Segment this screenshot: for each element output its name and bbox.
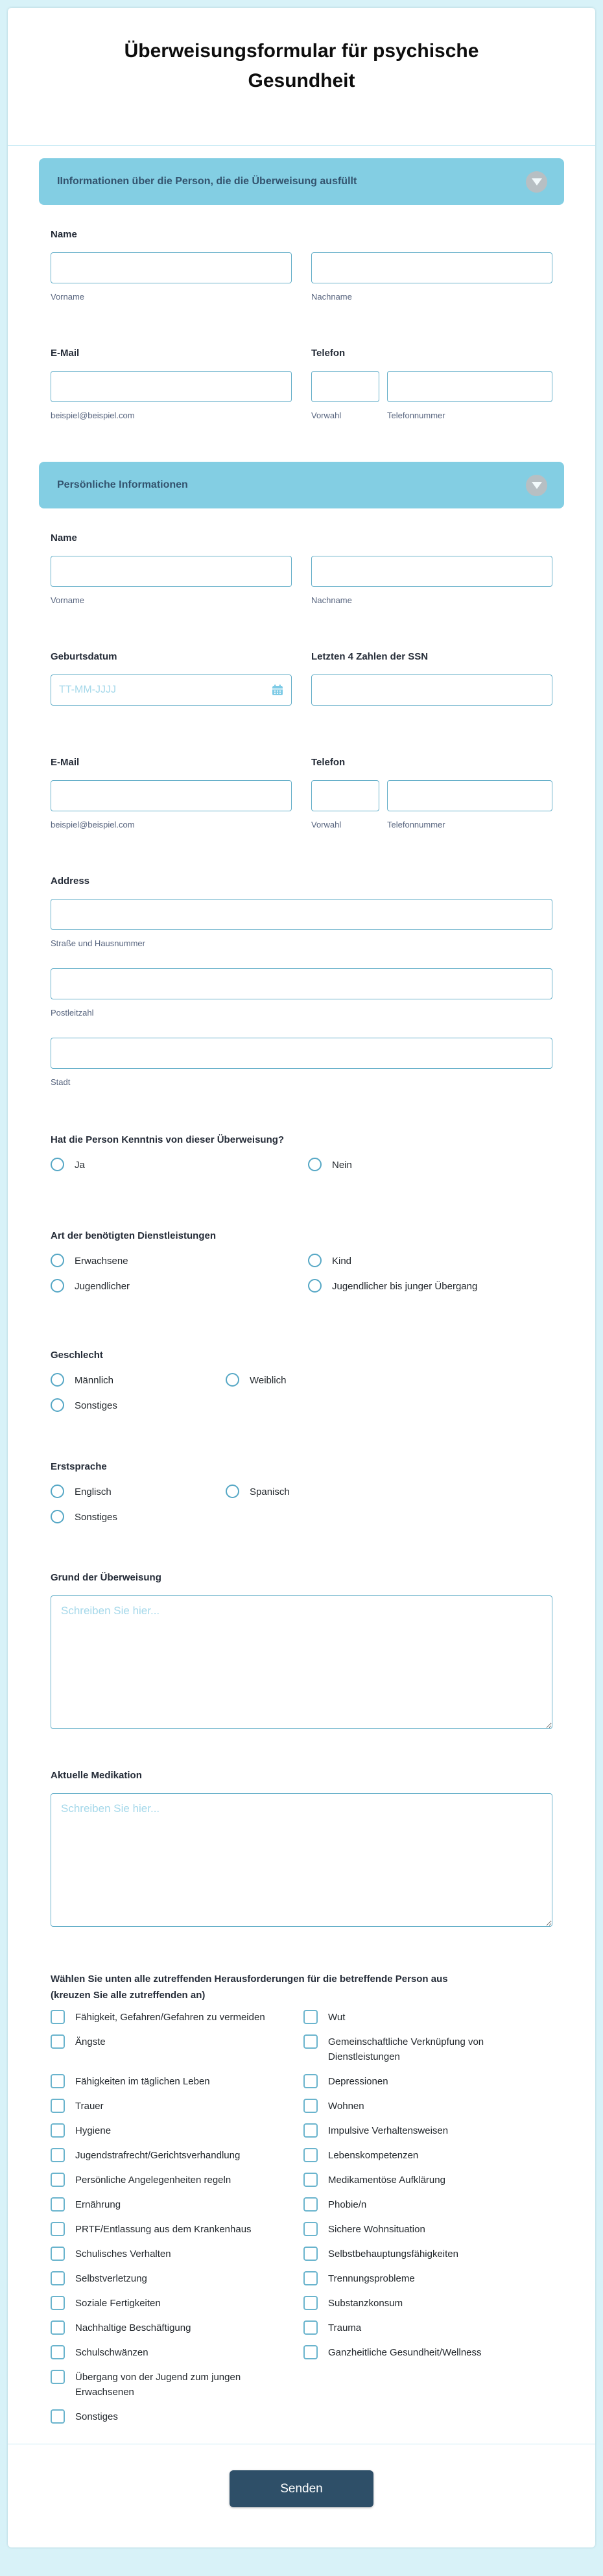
checkbox-icon[interactable] [51, 2409, 65, 2424]
radio-icon[interactable] [51, 1158, 64, 1171]
question-language [51, 1461, 552, 1525]
radio-icon[interactable] [51, 1373, 64, 1387]
ssn-input[interactable] [311, 674, 552, 706]
checkbox-option-label: Gemeinschaftliche Verknüpfung von Dienstleistungen [328, 2036, 484, 2062]
radio-option-label: Spanisch [250, 1486, 290, 1497]
radio-icon[interactable] [226, 1373, 239, 1387]
checkbox-option[interactable] [303, 2034, 552, 2064]
radio-option-label: Jugendlicher bis junger Übergang [332, 1281, 478, 1292]
chevron-down-circle-icon[interactable] [526, 475, 547, 496]
referrer-name-label: Name [51, 229, 77, 240]
radio-icon[interactable] [51, 1510, 64, 1523]
checkbox-option[interactable] [303, 2222, 552, 2237]
checkbox-icon[interactable] [51, 2173, 65, 2187]
radio-icon[interactable] [51, 1254, 64, 1267]
checkbox-option-label: Wohnen [328, 2101, 364, 2112]
language-radio-group [51, 1485, 552, 1525]
checkbox-icon[interactable] [51, 2296, 65, 2310]
challenges-checkbox-group [51, 2010, 552, 2424]
radio-icon[interactable] [308, 1158, 322, 1171]
submit-button[interactable]: Senden [230, 2470, 373, 2507]
radio-option[interactable] [308, 1158, 552, 1173]
radio-option[interactable] [51, 1279, 308, 1294]
checkbox-option-label: Lebenskompetenzen [328, 2150, 419, 2161]
question-awareness [51, 1134, 552, 1173]
question-services [51, 1230, 552, 1294]
checkbox-option-label: Nachhaltige Beschäftigung [75, 2322, 191, 2333]
radio-icon[interactable] [51, 1485, 64, 1498]
checkbox-icon[interactable] [303, 2320, 318, 2335]
title-divider [8, 145, 595, 146]
checkbox-icon[interactable] [303, 2173, 318, 2187]
field-group-referrer-contact [51, 347, 552, 420]
radio-option-label: Weiblich [250, 1375, 287, 1386]
radio-option[interactable] [51, 1158, 308, 1173]
checkbox-icon[interactable] [51, 2034, 65, 2049]
checkbox-option[interactable] [51, 2370, 303, 2400]
radio-option-label: Kind [332, 1256, 352, 1267]
radio-option[interactable] [51, 1373, 226, 1388]
checkbox-icon[interactable] [303, 2010, 318, 2024]
checkbox-option[interactable] [303, 2247, 552, 2261]
checkbox-icon[interactable] [51, 2247, 65, 2261]
checkbox-option-label: Fähigkeit, Gefahren/Gefahren zu vermeiden [75, 2012, 265, 2023]
radio-icon[interactable] [51, 1279, 64, 1293]
checkbox-option[interactable] [303, 2197, 552, 2212]
checkbox-option[interactable] [51, 2345, 303, 2360]
language-label: Erstsprache [51, 1461, 107, 1472]
section-header-personal-label: Persönliche Informationen [57, 479, 188, 490]
referrer-email-sublabel: beispiel@beispiel.com [51, 411, 135, 420]
section-personal-fields [51, 532, 552, 2424]
reason-textarea[interactable] [51, 1595, 552, 1729]
checkbox-icon[interactable] [303, 2296, 318, 2310]
checkbox-icon[interactable] [303, 2034, 318, 2049]
checkbox-option[interactable] [303, 2123, 552, 2138]
radio-icon[interactable] [308, 1254, 322, 1267]
radio-option-label: Ja [75, 1160, 85, 1171]
section-header-referrer-label: IInformationen über die Person, die die Überweisung ausfüllt [57, 176, 357, 187]
field-group-birthdate-ssn [51, 650, 552, 706]
field-group-address [51, 875, 552, 1087]
checkbox-icon[interactable] [51, 2345, 65, 2359]
checkbox-option-label: Phobie/n [328, 2199, 367, 2210]
checkbox-option-label: Sichere Wohnsituation [328, 2224, 425, 2235]
checkbox-icon[interactable] [303, 2271, 318, 2285]
birthdate-input[interactable] [51, 674, 292, 706]
referrer-phone-number-sublabel: Telefonnummer [387, 411, 445, 420]
checkbox-option-label: Fähigkeiten im täglichen Leben [75, 2076, 210, 2087]
referrer-phone-area-input[interactable] [311, 371, 379, 402]
checkbox-icon[interactable] [51, 2197, 65, 2212]
checkbox-icon[interactable] [51, 2271, 65, 2285]
checkbox-icon[interactable] [51, 2222, 65, 2236]
medication-textarea[interactable] [51, 1793, 552, 1927]
checkbox-icon[interactable] [303, 2148, 318, 2162]
radio-option[interactable] [51, 1398, 226, 1413]
referrer-phone-number-input[interactable] [387, 371, 552, 402]
checkbox-option-label: Depressionen [328, 2076, 388, 2087]
radio-icon[interactable] [226, 1485, 239, 1498]
checkbox-option-label: Jugendstrafrecht/Gerichtsverhandlung [75, 2150, 241, 2161]
referrer-last-name-sublabel: Nachname [311, 292, 352, 302]
checkbox-option-label: Medikamentöse Aufklärung [328, 2175, 445, 2186]
checkbox-icon[interactable] [303, 2074, 318, 2088]
question-gender [51, 1349, 552, 1413]
field-group-person-contact [51, 756, 552, 829]
person-email-input[interactable] [51, 780, 292, 811]
checkbox-icon[interactable] [51, 2320, 65, 2335]
gender-label: Geschlecht [51, 1350, 103, 1361]
checkbox-option-label: Wut [328, 2012, 346, 2023]
radio-option-label: Nein [332, 1160, 352, 1171]
referrer-email-label: E-Mail [51, 348, 80, 359]
radio-option-label: Erwachsene [75, 1256, 128, 1267]
checkbox-option[interactable] [303, 2148, 552, 2163]
person-email-label: E-Mail [51, 757, 80, 768]
field-group-referrer-name [51, 228, 552, 302]
checkbox-option[interactable] [303, 2099, 552, 2114]
radio-option[interactable] [308, 1279, 552, 1294]
checkbox-option-label: Hygiene [75, 2125, 112, 2136]
checkbox-icon[interactable] [303, 2197, 318, 2212]
referrer-first-name-sublabel: Vorname [51, 292, 85, 302]
person-first-name-sublabel: Vorname [51, 595, 85, 605]
checkbox-option[interactable] [51, 2222, 303, 2237]
chevron-down-circle-icon[interactable] [526, 171, 547, 193]
referrer-first-name-input[interactable] [51, 252, 292, 283]
checkbox-option[interactable] [51, 2148, 303, 2163]
radio-option[interactable] [226, 1373, 401, 1388]
checkbox-option[interactable] [51, 2320, 303, 2335]
checkbox-option[interactable] [51, 2010, 303, 2025]
awareness-label: Hat die Person Kenntnis von dieser Überweisung? [51, 1134, 285, 1145]
checkbox-icon[interactable] [303, 2247, 318, 2261]
checkbox-icon[interactable] [51, 2074, 65, 2088]
checkbox-option[interactable] [303, 2271, 552, 2286]
checkbox-option[interactable] [51, 2409, 303, 2424]
birthdate-label: Geburtsdatum [51, 651, 117, 662]
checkbox-option[interactable] [303, 2296, 552, 2311]
checkbox-option-label: Übergang von der Jugend zum jungen Erwachsenen [75, 2372, 241, 2398]
radio-option[interactable] [51, 1254, 308, 1269]
checkbox-icon[interactable] [51, 2010, 65, 2024]
radio-icon[interactable] [51, 1398, 64, 1412]
section-header-referrer[interactable] [39, 158, 564, 205]
section-referrer-fields [51, 228, 552, 420]
checkbox-option-label: Soziale Fertigkeiten [75, 2298, 161, 2309]
question-challenges [51, 1971, 552, 2424]
radio-option-label: Sonstiges [75, 1400, 117, 1411]
medication-label: Aktuelle Medikation [51, 1770, 142, 1781]
checkbox-option-label: Trauma [328, 2322, 362, 2333]
checkbox-icon[interactable] [303, 2222, 318, 2236]
referrer-last-name-input[interactable] [311, 252, 552, 283]
awareness-radio-group [51, 1158, 552, 1173]
question-medication [51, 1769, 552, 1930]
person-phone-number-sublabel: Telefonnummer [387, 820, 445, 829]
address-street-input[interactable] [51, 899, 552, 930]
checkbox-icon[interactable] [303, 2099, 318, 2113]
checkbox-option[interactable] [303, 2345, 552, 2360]
checkbox-icon[interactable] [51, 2099, 65, 2113]
checkbox-option[interactable] [51, 2099, 303, 2114]
checkbox-option[interactable] [303, 2173, 552, 2188]
referrer-phone-label: Telefon [311, 348, 346, 359]
radio-option[interactable] [51, 1485, 226, 1499]
address-postal-sublabel: Postleitzahl [51, 1008, 94, 1018]
radio-option-label: Englisch [75, 1486, 112, 1497]
radio-option[interactable] [51, 1510, 226, 1525]
section-header-personal[interactable] [39, 462, 564, 508]
person-last-name-input[interactable] [311, 556, 552, 587]
checkbox-option-label: Schulisches Verhalten [75, 2248, 171, 2260]
checkbox-option-label: Impulsive Verhaltensweisen [328, 2125, 449, 2136]
form-title: Überweisungsformular für psychische Gesundheit [124, 40, 479, 91]
checkbox-icon[interactable] [51, 2148, 65, 2162]
referrer-email-input[interactable] [51, 371, 292, 402]
checkbox-option[interactable] [303, 2320, 552, 2335]
radio-option-label: Sonstiges [75, 1512, 117, 1523]
person-phone-number-input[interactable] [387, 780, 552, 811]
person-first-name-input[interactable] [51, 556, 292, 587]
checkbox-option[interactable] [51, 2296, 303, 2311]
person-last-name-sublabel: Nachname [311, 595, 352, 605]
person-phone-area-sublabel: Vorwahl [311, 820, 342, 829]
challenges-label: Wählen Sie unten alle zutreffenden Herausforderungen für die betreffende Person aus (kreuzen Sie alle zutreffenden an) [51, 1974, 448, 2001]
radio-option-label: Männlich [75, 1375, 114, 1386]
checkbox-option-label: Ernährung [75, 2199, 121, 2210]
checkbox-option[interactable] [51, 2247, 303, 2261]
checkbox-option[interactable] [51, 2197, 303, 2212]
form-card [8, 8, 595, 2547]
calendar-icon[interactable] [271, 684, 284, 700]
person-phone-label: Telefon [311, 757, 346, 768]
ssn-label: Letzten 4 Zahlen der SSN [311, 651, 429, 662]
referrer-phone-area-sublabel: Vorwahl [311, 411, 342, 420]
checkbox-option-label: Trennungsprobleme [328, 2273, 415, 2284]
checkbox-option[interactable] [51, 2074, 303, 2089]
checkbox-option-label: Sonstiges [75, 2411, 118, 2422]
checkbox-option-label: Selbstverletzung [75, 2273, 147, 2284]
checkbox-option-label: Persönliche Angelegenheiten regeln [75, 2175, 231, 2186]
address-city-sublabel: Stadt [51, 1077, 71, 1087]
checkbox-option-label: Substanzkonsum [328, 2298, 403, 2309]
radio-option[interactable] [308, 1254, 552, 1269]
checkbox-option[interactable] [51, 2034, 303, 2064]
services-label: Art der benötigten Dienstleistungen [51, 1230, 217, 1241]
checkbox-option-label: Trauer [75, 2101, 104, 2112]
checkbox-option-label: PRTF/Entlassung aus dem Krankenhaus [75, 2224, 252, 2235]
person-name-label: Name [51, 532, 77, 543]
checkbox-option-label: Schulschwänzen [75, 2347, 148, 2358]
checkbox-icon[interactable] [303, 2345, 318, 2359]
checkbox-option-label: Ganzheitliche Gesundheit/Wellness [328, 2347, 482, 2358]
checkbox-option-label: Ängste [75, 2036, 106, 2047]
address-city-input[interactable] [51, 1038, 552, 1069]
checkbox-option[interactable] [51, 2173, 303, 2188]
radio-option-label: Jugendlicher [75, 1281, 130, 1292]
checkbox-option[interactable] [303, 2074, 552, 2089]
checkbox-option-label: Selbstbehauptungsfähigkeiten [328, 2248, 458, 2260]
checkbox-option[interactable] [303, 2010, 552, 2025]
checkbox-icon[interactable] [51, 2370, 65, 2384]
radio-icon[interactable] [308, 1279, 322, 1293]
submit-row [39, 2444, 564, 2507]
person-phone-area-input[interactable] [311, 780, 379, 811]
radio-option[interactable] [226, 1485, 401, 1499]
checkbox-option[interactable] [51, 2271, 303, 2286]
gender-radio-group [51, 1373, 552, 1413]
address-postal-input[interactable] [51, 968, 552, 999]
checkbox-icon[interactable] [51, 2123, 65, 2138]
checkbox-option[interactable] [51, 2123, 303, 2138]
services-radio-group [51, 1254, 552, 1294]
checkbox-icon[interactable] [303, 2123, 318, 2138]
address-label: Address [51, 876, 90, 887]
person-email-sublabel: beispiel@beispiel.com [51, 820, 135, 829]
reason-label: Grund der Überweisung [51, 1572, 161, 1583]
address-street-sublabel: Straße und Hausnummer [51, 938, 145, 948]
field-group-person-name [51, 532, 552, 605]
question-reason [51, 1571, 552, 1732]
